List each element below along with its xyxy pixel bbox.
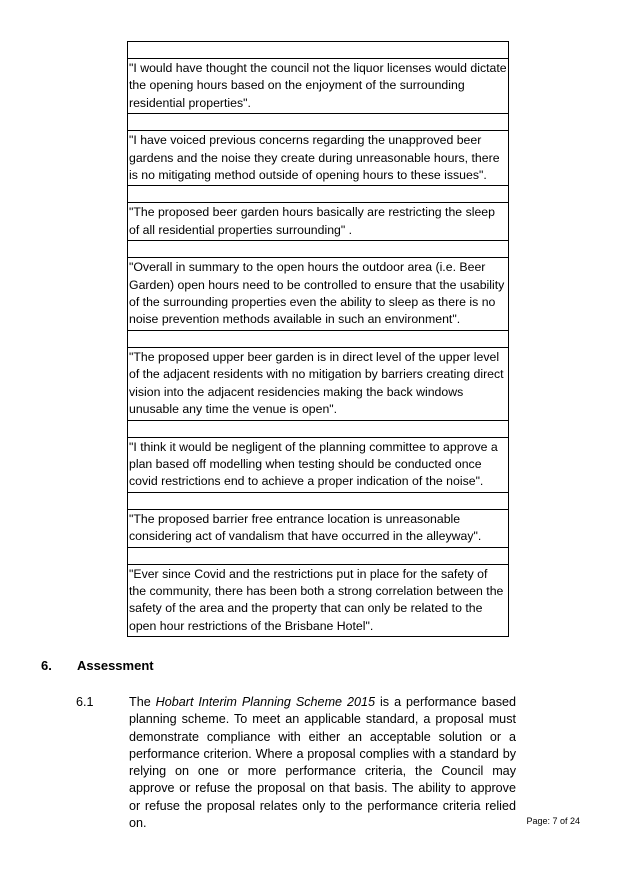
quote-cell: "The proposed barrier free entrance location is unreasonable considering act of vandalism that have occurred in the alleyway". [128, 509, 509, 547]
table-spacer-row [128, 186, 509, 203]
table-row [128, 564, 509, 637]
quote-cell: "I think it would be negligent of the planning committee to approve a plan based off modelling when testing should be conducted once covid restrictions end to achieve a proper indication of the noise". [128, 437, 509, 492]
table-spacer-row [128, 42, 509, 59]
table-spacer-row [128, 492, 509, 509]
scheme-name: Hobart Interim Planning Scheme 2015 [155, 695, 376, 709]
table-cell [128, 492, 509, 509]
quote-cell: "The proposed upper beer garden is in direct level of the upper level of the adjacent residents with no mitigation by barriers creating direct vision into the adjacent residencies making the back windows unusable any time the venue is open". [128, 347, 509, 420]
paragraph-body: is a performance based planning scheme. To meet an applicable standard, a proposal must demonstrate compliance with either an acceptable solution or a performance criterion. Where a proposal complies with a standard by relying on one or more performance criteria, the Council may approve or refuse the proposal on that basis. The ability to approve or refuse the proposal relates only to the performance criteria relied on. [129, 695, 517, 831]
table-spacer-row [128, 547, 509, 564]
section-title: Assessment [77, 658, 154, 673]
paragraph-6-1 [76, 694, 516, 832]
table-row [128, 509, 509, 547]
section-number: 6. [41, 658, 52, 673]
table-cell [128, 114, 509, 131]
table-cell [128, 330, 509, 347]
paragraph-number: 6.1 [76, 695, 94, 709]
quote-cell: "The proposed beer garden hours basically are restricting the sleep of all residential properties surrounding" . [128, 203, 509, 241]
table-cell [128, 420, 509, 437]
submissions-quote-table [127, 41, 509, 637]
table-row [128, 203, 509, 241]
table-cell [128, 547, 509, 564]
table-row [128, 59, 509, 114]
paragraph-lead: The [129, 695, 156, 709]
quote-cell: "Ever since Covid and the restrictions put in place for the safety of the community, there has been both a strong correlation between the safety of the area and the property that can only be related to the open hour restrictions of the Brisbane Hotel". [128, 564, 509, 637]
quote-cell: "I have voiced previous concerns regarding the unapproved beer gardens and the noise they create during unreasonable hours, there is no mitigating method outside of opening hours to these issues". [128, 131, 509, 186]
table-row [128, 131, 509, 186]
table-spacer-row [128, 241, 509, 258]
quote-cell: "Overall in summary to the open hours the outdoor area (i.e. Beer Garden) open hours need to be controlled to ensure that the usability of the surrounding properties even the ability to sleep as there is no noise prevention methods available in such an environment". [128, 258, 509, 331]
paragraph-text [129, 694, 516, 832]
table-cell [128, 241, 509, 258]
table-row [128, 258, 509, 331]
quote-cell: "I would have thought the council not the liquor licenses would dictate the opening hours based on the enjoyment of the surrounding residential properties". [128, 59, 509, 114]
table-spacer-row [128, 420, 509, 437]
table-row [128, 347, 509, 420]
table-spacer-row [128, 330, 509, 347]
table-spacer-row [128, 114, 509, 131]
page-number: Page: 7 of 24 [526, 816, 580, 826]
table-cell [128, 186, 509, 203]
table-row [128, 437, 509, 492]
section-heading [41, 658, 154, 673]
table-cell [128, 42, 509, 59]
